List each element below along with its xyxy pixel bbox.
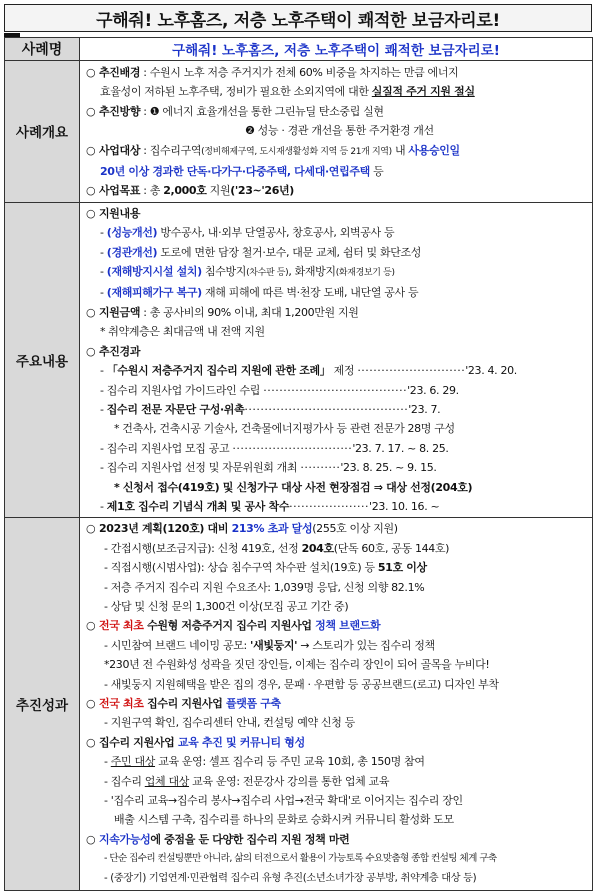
content-line-9: - 「수원시 저층주거지 집수리 지원에 관한 조례」 제정 ···························'23. 4. 20.: [100, 364, 517, 378]
overview-line-6: 20년 이상 경과한 단독·다가구·다중주택, 다세대·연립주택 등: [100, 165, 384, 179]
document-title: 구해줘! 노후홈즈, 저층 노후주택이 쾌적한 보금자리로!: [4, 4, 592, 32]
result-line-11: - 지원구역 확인, 집수리센터 안내, 컨설팅 예약 신청 등: [104, 716, 355, 730]
result-line-2: - 간접시행(보조금지급): 신청 419호, 선정 204호(단독 60호, 공동 144호): [104, 541, 450, 555]
case-table: [4, 37, 593, 891]
result-line-16: 배출 시스템 구축, 집수리를 하나의 문화로 승화시켜 커뮤니티 활성화 도모: [114, 813, 454, 827]
result-line-5: - 상담 및 신청 문의 1,300건 이상(모집 공고 기간 중): [104, 599, 349, 613]
label-result: 추진성과: [5, 518, 80, 891]
overview-line-3: ○ 추진방향 : ❶ 에너지 효율개선을 통한 그린뉴딜 탄소중립 실현: [86, 104, 384, 118]
result-line-17: ○ 지속가능성에 중점을 둔 다양한 집수리 지원 정책 마련: [86, 832, 350, 846]
result-line-6: ○ 전국 최초 수원형 저층주거지 집수리 지원사업 정책 브랜드화: [86, 619, 381, 633]
result-line-12: ○ 집수리 지원사업 교육 추진 및 커뮤니티 형성: [86, 735, 305, 749]
result-line-8: *230년 전 수원화성 성곽을 짓던 장인들, 이제는 집수리 장인이 되어 골목을 누비다!: [104, 658, 490, 672]
content-line-15: * 신청서 접수(419호) 및 신청가구 대상 사전 현장점검 ⇒ 대상 선정(204호): [114, 480, 473, 494]
overview-line-5: ○ 사업대상 : 집수리구역(정비해제구역, 도시재생활성화 지역 등 21개 지역) 내 사용승인일: [86, 143, 460, 157]
content-line-3: - (경관개선) 도로에 면한 담장 철거·보수, 대문 교체, 쉼터 및 화단조성: [100, 245, 422, 259]
content-line-6: ○ 지원금액 : 총 공사비의 90% 이내, 최대 1,200만원 지원: [86, 305, 359, 319]
header-title: 구해줘! 노후홈즈, 저층 노후주택이 쾌적한 보금자리로!: [80, 38, 593, 61]
result-line-1: ○ 2023년 계획(120호) 대비 213% 초과 달성(255호 이상 지원): [86, 522, 398, 536]
result-cell: [80, 518, 593, 891]
result-line-3: - 직접시행(시범사업): 상습 침수구역 차수판 설치(19호) 등 51호 이상: [104, 561, 427, 575]
content-line-16: - 제1호 집수리 기념식 개최 및 공사 착수····················'23. 10. 16. ~: [100, 499, 440, 513]
content-line-12: * 건축사, 건축시공 기술사, 건축물에너지평가사 등 관련 전문가 28명 구성: [114, 422, 455, 436]
overview-cell: [80, 61, 593, 203]
overview-line-7: ○ 사업목표 : 총 2,000호 지원('23~'26년): [86, 184, 294, 198]
label-overview: 사례개요: [5, 61, 80, 203]
result-line-14: - 집수리 업체 대상 교육 운영: 전문강사 강의를 통한 업체 교육: [104, 774, 390, 788]
result-line-7: - 시민참여 브랜드 네이밍 공모: '새빛둥지' → 스토리가 있는 집수리 정책: [104, 638, 435, 652]
header-label: 사례명: [5, 38, 80, 61]
result-line-19: - (중장기) 기업연계·민관협력 집수리 유형 추진(소년소녀가장 공부방, 취약계층 대상 등): [104, 872, 477, 884]
label-content: 주요내용: [5, 202, 80, 518]
content-line-11: - 집수리 전문 자문단 구성·위촉·········································'23. 7.: [100, 402, 441, 416]
content-line-1: ○ 지원내용: [86, 206, 141, 220]
content-line-10: - 집수리 지원사업 가이드라인 수립 ····································'23. 6. 29.: [100, 383, 459, 397]
result-line-10: ○ 전국 최초 집수리 지원사업 플랫폼 구축: [86, 697, 281, 710]
content-line-8: ○ 추진경과: [86, 344, 141, 358]
overview-line-4: ❷ 성능 · 경관 개선을 통한 주거환경 개선: [245, 124, 434, 138]
result-line-4: - 저층 주거지 집수리 지원 수요조사: 1,039명 응답, 신청 의향 82.1%: [104, 580, 425, 594]
result-line-13: - 주민 대상 교육 운영: 셀프 집수리 등 주민 교육 10회, 총 150명 참여: [104, 755, 425, 769]
content-line-13: - 집수리 지원사업 모집 공고 ······························'23. 7. 17. ~ 8. 25.: [100, 441, 449, 455]
result-line-18: - 단순 집수리 컨설팅뿐만 아니라, 삶의 터전으로서 활용이 가능토록 수요맞춤형 종합 컨설팅 체계 구축: [104, 853, 497, 865]
content-line-5: - (재해피해가구 복구) 재해 피해에 따른 벽·천장 도배, 내단열 공사 등: [100, 286, 419, 300]
content-line-7: * 취약계층은 최대금액 내 전액 지원: [100, 325, 265, 339]
content-cell: [80, 202, 593, 518]
result-line-15: - '집수리 교육→집수리 봉사→집수리 사업→전국 확대'로 이어지는 집수리 장인: [104, 794, 463, 808]
overview-line-1: ○ 추진배경 : 수원시 노후 저층 주거지가 전체 60% 비중을 차지하는 만큼 에너지: [86, 66, 459, 79]
content-line-2: - (성능개선) 방수공사, 내·외부 단열공사, 창호공사, 외벽공사 등: [100, 226, 395, 240]
content-line-4: - (재해방지시설 설치) 침수방지(차수판 등), 화재방지(화재경보기 등): [100, 265, 395, 279]
overview-line-2: 효율성이 저하된 노후주택, 정비가 필요한 소외지역에 대한 실질적 주거 지원 절실: [100, 85, 475, 99]
content-line-14: - 집수리 지원사업 선정 및 자문위원회 개최 ··········'23. 8. 25. ~ 9. 15.: [100, 461, 437, 475]
result-line-9: - 새빛둥지 지원혜택을 받은 집의 경우, 문패 · 우편함 등 공공브랜드(로고) 디자인 부착: [104, 677, 499, 691]
